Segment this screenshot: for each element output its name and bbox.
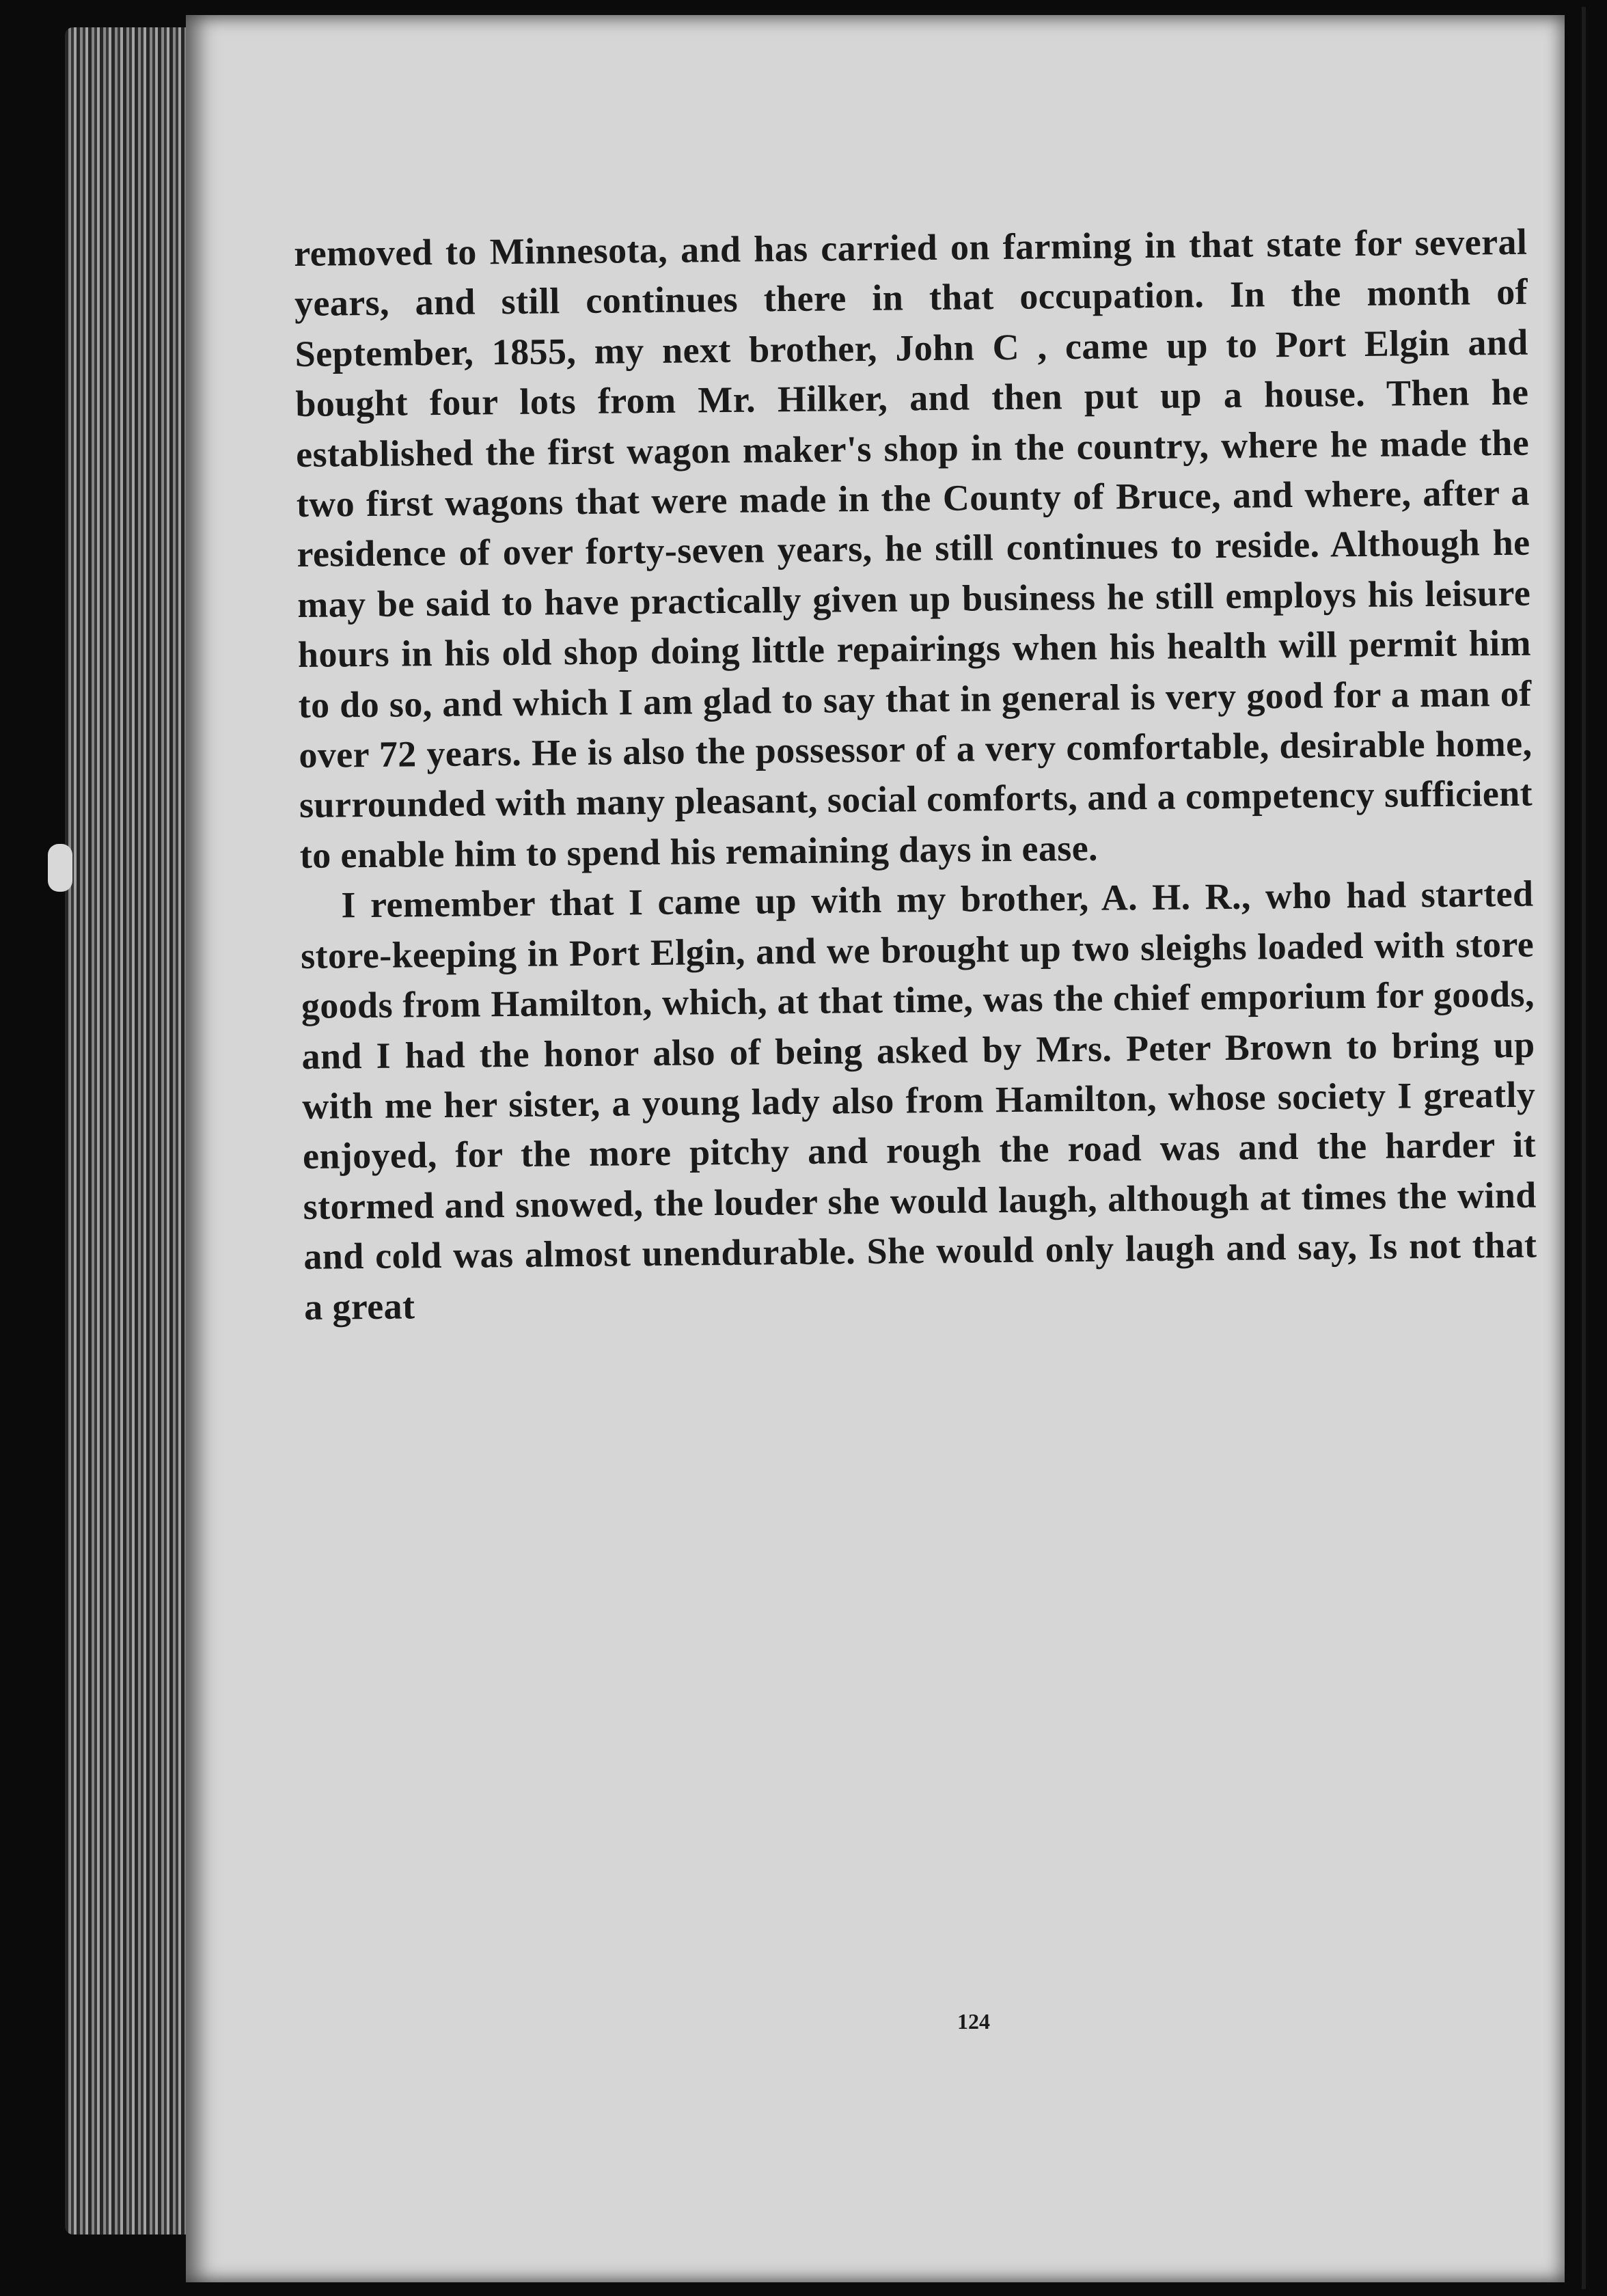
page-number: 124 (957, 2009, 990, 2034)
paragraph-1: removed to Minnesota, and has carried on farming in that state for several years, and still continues there in that occupation. In the month of September, 1855, my next brother, John C , came up to Port Elgin and bought four lots from Mr. Hilker, and then put up a house. Then he established the first wagon maker's shop in the country, where he made the two first wagons that were made in the County of Bruce, and where, after a residence of over forty-seven years, he still continues to reside. Although he may be said to have practically given up business he still employs his leisure hours in his old shop doing little repairings when his health will permit him to do so, and which I am glad to say that in general is very good for a man of over 72 years. He is also the possessor of a very comfortable, desirable home, surrounded with many pleasant, social comforts, and a competency sufficient to enable him to spend his remaining days in ease. (294, 221, 1533, 876)
page-clip-mark (48, 844, 72, 892)
body-text (294, 217, 1537, 1332)
right-border-line (1582, 7, 1586, 2289)
book-page-edges (65, 27, 195, 2234)
paragraph-2: I remember that I came up with my brother, A. H. R., who had started store-keeping in Port Elgin, and we brought up two sleighs loaded with store goods from Hamilton, which, at that time, was the chief emporium for goods, and I had the honor also of being asked by Mrs. Peter Brown to bring up with me her sister, a young lady also from Hamilton, whose society I greatly enjoyed, for the more pitchy and rough the road was and the harder it stormed and snowed, the louder she would laugh, although at times the wind and cold was almost unendurable. She would only laugh and say, Is not that a great (300, 873, 1537, 1328)
